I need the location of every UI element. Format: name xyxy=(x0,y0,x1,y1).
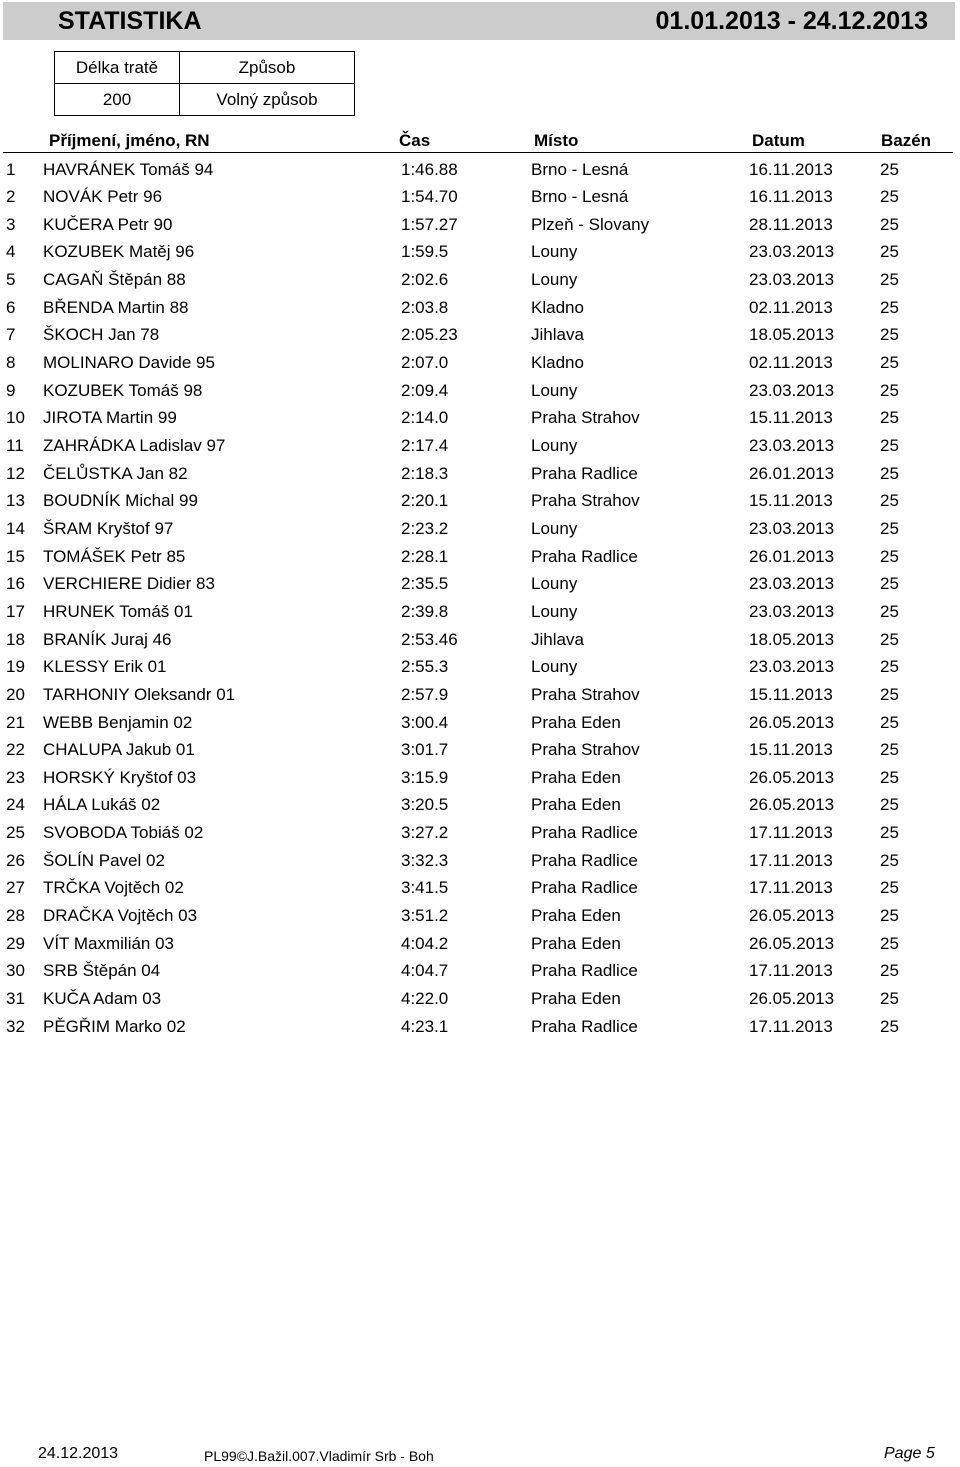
cell-pool: 25 xyxy=(880,740,899,760)
cell-time: 2:05.23 xyxy=(401,325,458,345)
cell-pool: 25 xyxy=(880,325,899,345)
table-row xyxy=(0,515,960,543)
column-header-name: Příjmení, jméno, RN xyxy=(49,131,210,150)
cell-rank: 7 xyxy=(6,325,16,345)
cell-place: Praha Strahov xyxy=(531,408,640,428)
cell-date: 16.11.2013 xyxy=(749,187,833,207)
style-label: Způsob xyxy=(238,58,296,77)
cell-date: 26.05.2013 xyxy=(749,906,835,926)
cell-pool: 25 xyxy=(880,629,899,649)
cell-pool: 25 xyxy=(880,353,899,373)
table-row xyxy=(0,791,960,819)
cell-swimmer-name: DRAČKA Vojtěch 03 xyxy=(43,906,198,926)
cell-rank: 28 xyxy=(6,906,25,926)
cell-rank: 1 xyxy=(6,159,16,179)
cell-time: 4:22.0 xyxy=(401,989,449,1008)
cell-date: 23.03.2013 xyxy=(749,518,835,538)
cell-date: 23.03.2013 xyxy=(749,657,835,677)
cell-rank: 22 xyxy=(6,740,25,760)
cell-swimmer-name: TARHONIY Oleksandr 01 xyxy=(43,684,236,704)
cell-time: 3:00.4 xyxy=(401,712,449,732)
page-title: STATISTIKA xyxy=(58,7,202,35)
cell-swimmer-name: ŠOLÍN Pavel 02 xyxy=(43,850,165,870)
table-row xyxy=(0,709,960,737)
cell-swimmer-name: BRANÍK Juraj 46 xyxy=(43,629,172,649)
cell-swimmer-name: PĚGŘIM Marko 02 xyxy=(43,1016,186,1036)
cell-pool: 25 xyxy=(880,823,899,843)
cell-pool: 25 xyxy=(880,767,899,787)
cell-place: Louny xyxy=(531,518,578,538)
cell-time: 1:54.70 xyxy=(401,187,458,207)
cell-place: Louny xyxy=(531,270,578,290)
cell-rank: 17 xyxy=(6,601,25,621)
cell-rank: 14 xyxy=(6,518,25,538)
cell-date: 28.11.2013 xyxy=(749,214,833,234)
cell-date: 23.03.2013 xyxy=(749,574,835,594)
cell-pool: 25 xyxy=(880,574,899,594)
table-row xyxy=(0,819,960,847)
cell-place: Praha Radlice xyxy=(531,463,638,483)
cell-time: 3:51.2 xyxy=(401,906,449,926)
cell-swimmer-name: VÍT Maxmilián 03 xyxy=(43,933,175,953)
cell-date: 17.11.2013 xyxy=(749,961,833,981)
cell-pool: 25 xyxy=(880,380,899,400)
cell-swimmer-name: KOZUBEK Matěj 96 xyxy=(43,242,195,262)
cell-rank: 2 xyxy=(6,187,16,207)
cell-date: 23.03.2013 xyxy=(749,601,835,621)
cell-place: Praha Eden xyxy=(531,767,621,787)
cell-place: Praha Radlice xyxy=(531,850,638,870)
cell-swimmer-name: HAVRÁNEK Tomáš 94 xyxy=(43,159,214,179)
cell-swimmer-name: CAGAŇ Štěpán 88 xyxy=(43,270,186,290)
period-range: 01.01.2013 - 24.12.2013 xyxy=(655,7,928,35)
cell-pool: 25 xyxy=(880,187,899,207)
table-row xyxy=(0,957,960,985)
cell-rank: 21 xyxy=(6,712,25,732)
cell-swimmer-name: BOUDNÍK Michal 99 xyxy=(43,491,198,511)
cell-rank: 23 xyxy=(6,767,25,787)
cell-time: 3:01.7 xyxy=(401,740,449,760)
table-row xyxy=(0,349,960,377)
table-row xyxy=(0,1013,960,1041)
table-row xyxy=(0,404,960,432)
cell-pool: 25 xyxy=(880,712,899,732)
cell-date: 26.01.2013 xyxy=(749,463,835,483)
style-value: Volný způsob xyxy=(216,90,318,109)
cell-pool: 25 xyxy=(880,159,899,179)
table-row xyxy=(0,598,960,626)
cell-rank: 9 xyxy=(6,380,16,400)
table-row xyxy=(0,570,960,598)
cell-swimmer-name: ZAHRÁDKA Ladislav 97 xyxy=(43,436,226,455)
cell-rank: 12 xyxy=(6,463,25,483)
cell-place: Praha Strahov xyxy=(531,740,640,760)
cell-pool: 25 xyxy=(880,933,899,953)
table-row xyxy=(0,653,960,681)
cell-swimmer-name: KUČERA Petr 90 xyxy=(43,214,173,234)
cell-rank: 26 xyxy=(6,850,25,870)
cell-rank: 20 xyxy=(6,684,25,704)
cell-place: Praha Radlice xyxy=(531,961,638,981)
cell-time: 2:35.5 xyxy=(401,574,449,594)
cell-place: Louny xyxy=(531,380,578,400)
cell-place: Praha Radlice xyxy=(531,546,638,566)
cell-swimmer-name: JIROTA Martin 99 xyxy=(43,408,177,428)
cell-pool: 25 xyxy=(880,518,899,538)
table-row xyxy=(0,930,960,958)
cell-time: 2:14.0 xyxy=(401,408,449,428)
cell-place: Louny xyxy=(531,657,578,677)
cell-place: Praha Radlice xyxy=(531,823,638,843)
cell-pool: 25 xyxy=(880,906,899,926)
cell-swimmer-name: HRUNEK Tomáš 01 xyxy=(43,601,193,621)
cell-date: 15.11.2013 xyxy=(749,491,833,511)
cell-date: 17.11.2013 xyxy=(749,850,833,870)
cell-swimmer-name: KUČA Adam 03 xyxy=(43,989,162,1008)
table-row xyxy=(0,681,960,709)
cell-place: Brno - Lesná xyxy=(531,187,629,207)
cell-time: 1:59.5 xyxy=(401,242,449,262)
cell-swimmer-name: KOZUBEK Tomáš 98 xyxy=(43,380,203,400)
table-row xyxy=(0,294,960,322)
cell-place: Jihlava xyxy=(531,629,584,649)
cell-pool: 25 xyxy=(880,961,899,981)
cell-time: 3:27.2 xyxy=(401,823,449,843)
table-row xyxy=(0,543,960,571)
cell-time: 3:41.5 xyxy=(401,878,449,898)
table-row xyxy=(0,377,960,405)
length-label: Délka tratě xyxy=(75,58,159,77)
table-row xyxy=(0,266,960,294)
cell-pool: 25 xyxy=(880,1016,899,1036)
cell-time: 2:20.1 xyxy=(401,491,449,511)
cell-rank: 8 xyxy=(6,353,16,373)
cell-time: 2:28.1 xyxy=(401,546,449,566)
cell-date: 17.11.2013 xyxy=(749,878,833,898)
cell-swimmer-name: ČELŮSTKA Jan 82 xyxy=(43,463,188,483)
table-row xyxy=(0,626,960,654)
cell-time: 4:04.7 xyxy=(401,961,449,981)
cell-pool: 25 xyxy=(880,491,899,511)
table-row xyxy=(0,764,960,792)
cell-time: 4:23.1 xyxy=(401,1016,449,1036)
cell-rank: 30 xyxy=(6,961,25,981)
cell-rank: 19 xyxy=(6,657,25,677)
cell-pool: 25 xyxy=(880,242,899,262)
cell-swimmer-name: VERCHIERE Didier 83 xyxy=(43,574,215,594)
column-header-place: Místo xyxy=(534,131,579,150)
cell-rank: 6 xyxy=(6,297,16,317)
cell-rank: 32 xyxy=(6,1016,25,1036)
cell-swimmer-name: HÁLA Lukáš 02 xyxy=(43,795,161,815)
cell-pool: 25 xyxy=(880,270,899,290)
cell-place: Brno - Lesná xyxy=(531,159,629,179)
cell-place: Louny xyxy=(531,436,578,455)
cell-date: 26.05.2013 xyxy=(749,767,835,787)
cell-time: 4:04.2 xyxy=(401,933,449,953)
cell-date: 17.11.2013 xyxy=(749,1016,833,1036)
table-row xyxy=(0,902,960,930)
cell-pool: 25 xyxy=(880,989,899,1008)
cell-place: Praha Radlice xyxy=(531,878,638,898)
cell-time: 2:07.0 xyxy=(401,353,449,373)
cell-rank: 15 xyxy=(6,546,25,566)
cell-date: 26.05.2013 xyxy=(749,933,835,953)
cell-pool: 25 xyxy=(880,546,899,566)
cell-pool: 25 xyxy=(880,601,899,621)
cell-date: 16.11.2013 xyxy=(749,159,833,179)
cell-time: 3:32.3 xyxy=(401,850,449,870)
cell-place: Praha Strahov xyxy=(531,491,640,511)
cell-date: 26.05.2013 xyxy=(749,795,835,815)
footer-date: 24.12.2013 xyxy=(38,1445,119,1462)
cell-time: 2:53.46 xyxy=(401,629,458,649)
cell-date: 02.11.2013 xyxy=(749,297,833,317)
cell-swimmer-name: TRČKA Vojtěch 02 xyxy=(43,878,184,898)
cell-place: Praha Eden xyxy=(531,795,621,815)
cell-date: 26.05.2013 xyxy=(749,989,835,1008)
cell-rank: 29 xyxy=(6,933,25,953)
cell-rank: 13 xyxy=(6,491,25,511)
cell-pool: 25 xyxy=(880,850,899,870)
cell-place: Kladno xyxy=(531,353,584,373)
table-row xyxy=(0,847,960,875)
cell-time: 2:18.3 xyxy=(401,463,449,483)
cell-rank: 3 xyxy=(6,214,16,234)
cell-rank: 10 xyxy=(6,408,25,428)
cell-swimmer-name: BŘENDA Martin 88 xyxy=(43,297,189,317)
table-row xyxy=(0,460,960,488)
cell-date: 23.03.2013 xyxy=(749,270,835,290)
cell-swimmer-name: SRB Štěpán 04 xyxy=(43,961,161,981)
cell-pool: 25 xyxy=(880,214,899,234)
cell-rank: 27 xyxy=(6,878,25,898)
cell-swimmer-name: SVOBODA Tobiáš 02 xyxy=(43,823,204,843)
cell-swimmer-name: KLESSY Erik 01 xyxy=(43,657,167,677)
cell-rank: 4 xyxy=(6,242,16,262)
cell-date: 17.11.2013 xyxy=(749,823,833,843)
cell-place: Praha Eden xyxy=(531,933,621,953)
table-row xyxy=(0,238,960,266)
cell-pool: 25 xyxy=(880,878,899,898)
cell-place: Praha Eden xyxy=(531,989,621,1008)
table-row xyxy=(0,432,960,460)
cell-date: 15.11.2013 xyxy=(749,684,833,704)
footer-credit: PL99©J.Bažil.007.Vladimír Srb - Boh xyxy=(204,1448,434,1464)
cell-pool: 25 xyxy=(880,463,899,483)
cell-date: 15.11.2013 xyxy=(749,740,833,760)
cell-swimmer-name: ŠRAM Kryštof 97 xyxy=(43,518,174,538)
cell-swimmer-name: CHALUPA Jakub 01 xyxy=(43,740,195,760)
cell-time: 2:55.3 xyxy=(401,657,449,677)
cell-place: Plzeň - Slovany xyxy=(531,214,650,234)
cell-swimmer-name: WEBB Benjamin 02 xyxy=(43,712,193,732)
cell-pool: 25 xyxy=(880,684,899,704)
cell-date: 18.05.2013 xyxy=(749,325,835,345)
cell-time: 3:20.5 xyxy=(401,795,449,815)
table-row xyxy=(0,183,960,211)
cell-date: 23.03.2013 xyxy=(749,436,835,455)
cell-place: Louny xyxy=(531,601,578,621)
cell-time: 2:02.6 xyxy=(401,270,449,290)
cell-date: 15.11.2013 xyxy=(749,408,833,428)
cell-place: Praha Radlice xyxy=(531,1016,638,1036)
cell-rank: 31 xyxy=(6,989,25,1008)
cell-pool: 25 xyxy=(880,657,899,677)
table-row xyxy=(0,211,960,239)
column-header-time: Čas xyxy=(399,131,431,150)
cell-place: Praha Strahov xyxy=(531,684,640,704)
cell-pool: 25 xyxy=(880,408,899,428)
table-row xyxy=(0,156,960,184)
title-bar xyxy=(3,2,955,40)
cell-rank: 11 xyxy=(6,436,24,455)
footer-page: Page 5 xyxy=(884,1445,935,1462)
cell-time: 1:46.88 xyxy=(401,159,458,179)
cell-date: 02.11.2013 xyxy=(749,353,833,373)
cell-time: 2:09.4 xyxy=(401,380,449,400)
cell-time: 3:15.9 xyxy=(401,767,449,787)
table-row xyxy=(0,985,960,1013)
cell-rank: 24 xyxy=(6,795,25,815)
cell-place: Louny xyxy=(531,242,578,262)
cell-place: Kladno xyxy=(531,297,584,317)
cell-swimmer-name: NOVÁK Petr 96 xyxy=(43,187,163,207)
length-value: 200 xyxy=(102,90,132,109)
column-header-date: Datum xyxy=(752,131,805,150)
cell-rank: 25 xyxy=(6,823,25,843)
cell-date: 26.05.2013 xyxy=(749,712,835,732)
cell-swimmer-name: ŠKOCH Jan 78 xyxy=(43,325,160,345)
cell-time: 2:57.9 xyxy=(401,684,449,704)
cell-time: 2:17.4 xyxy=(401,436,449,455)
cell-time: 1:57.27 xyxy=(401,214,458,234)
column-header-pool: Bazén xyxy=(881,131,932,150)
parameters-table xyxy=(54,51,355,116)
cell-rank: 5 xyxy=(6,270,16,290)
header-divider xyxy=(3,152,953,153)
cell-time: 2:39.8 xyxy=(401,601,449,621)
table-row xyxy=(0,874,960,902)
cell-pool: 25 xyxy=(880,297,899,317)
cell-date: 26.01.2013 xyxy=(749,546,835,566)
cell-date: 18.05.2013 xyxy=(749,629,835,649)
cell-rank: 18 xyxy=(6,629,25,649)
cell-place: Louny xyxy=(531,574,578,594)
table-row xyxy=(0,736,960,764)
cell-place: Praha Eden xyxy=(531,712,621,732)
cell-date: 23.03.2013 xyxy=(749,380,835,400)
cell-swimmer-name: MOLINARO Davide 95 xyxy=(43,353,215,373)
cell-swimmer-name: HORSKÝ Kryštof 03 xyxy=(43,767,197,787)
cell-date: 23.03.2013 xyxy=(749,242,835,262)
cell-place: Jihlava xyxy=(531,325,584,345)
table-row xyxy=(0,321,960,349)
cell-pool: 25 xyxy=(880,436,899,455)
cell-place: Praha Eden xyxy=(531,906,621,926)
cell-swimmer-name: TOMÁŠEK Petr 85 xyxy=(43,546,186,566)
table-row xyxy=(0,487,960,515)
cell-rank: 16 xyxy=(6,574,25,594)
cell-time: 2:23.2 xyxy=(401,518,449,538)
cell-pool: 25 xyxy=(880,795,899,815)
cell-time: 2:03.8 xyxy=(401,297,449,317)
